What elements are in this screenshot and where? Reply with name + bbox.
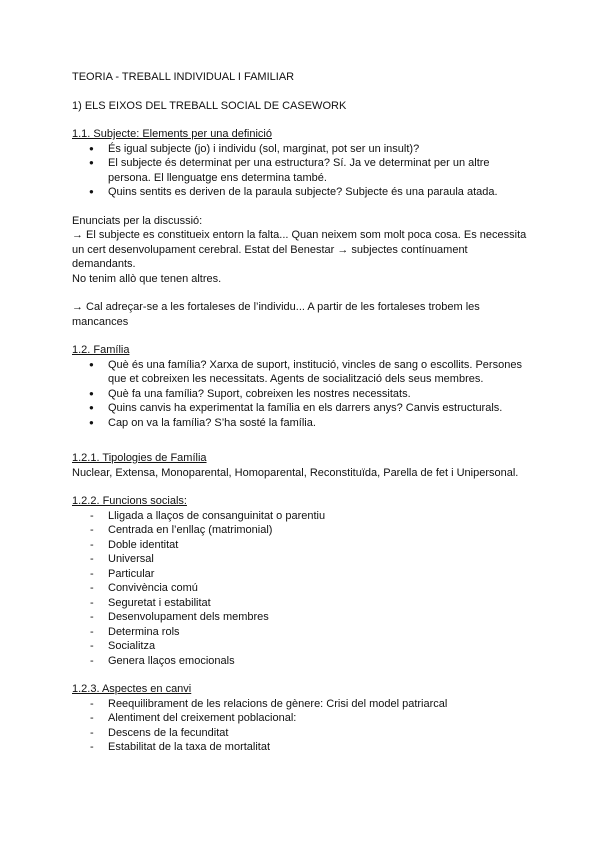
list-item: - Seguretat i estabilitat: [72, 596, 532, 611]
list-item: ● Què fa una família? Suport, cobreixen les nostres necessitats.: [72, 387, 532, 402]
heading-1-2-3: 1.2.3. Aspectes en canvi: [72, 683, 192, 695]
subjecte-questions-list: [72, 142, 532, 200]
list-item: - Particular: [72, 567, 532, 582]
familia-questions-list: [72, 358, 532, 431]
list-item: ● Cap on va la família? S’ha sosté la família.: [72, 416, 532, 431]
list-item: ● Quins canvis ha experimentat la família en els darrers anys? Canvis estructurals.: [72, 401, 532, 416]
section-1-title: 1) ELS EIXOS DEL TREBALL SOCIAL DE CASEWORK: [72, 99, 347, 112]
list-item: - Socialitza: [72, 639, 532, 654]
heading-1-1: 1.1. Subjecte: Elements per una definició: [72, 128, 272, 140]
list-item: ● Què és una família? Xarxa de suport, institució, vincles de sang o escollits. Persones que et cobreixen les necessitats. Agents de socialització dels seus membres.: [72, 358, 532, 387]
heading-1-2: 1.2. Família: [72, 344, 130, 356]
tipologies-text: Nuclear, Extensa, Monoparental, Homoparental, Reconstituïda, Parella de fet i Unipersonal.: [72, 466, 519, 479]
enunciats-label: Enunciats per la discussió:: [72, 214, 203, 227]
list-item: - Alentiment del creixement poblacional:: [72, 711, 532, 726]
aspectes-canvi-list: [72, 697, 532, 755]
heading-1-2-1: 1.2.1. Tipologies de Família: [72, 452, 207, 464]
list-item: - Estabilitat de la taxa de mortalitat: [72, 740, 532, 755]
list-item: ● És igual subjecte (jo) i individu (sol, marginat, pot ser un insult)?: [72, 142, 532, 157]
document-title: TEORIA - TREBALL INDIVIDUAL I FAMILIAR: [72, 71, 295, 83]
list-item: - Descens de la fecunditat: [72, 726, 532, 741]
list-item: - Genera llaços emocionals: [72, 654, 532, 669]
list-item: - Determina rols: [72, 625, 532, 640]
enunciat-paragraph: → El subjecte es constitueix entorn la falta... Quan neixem som molt poca cosa. Es necessita un cert desenvolupament cerebral. Estat del Benestar → subjectes contínuament demandants.: [72, 229, 527, 270]
list-item: - Convivència comú: [72, 581, 532, 596]
list-item: - Universal: [72, 552, 532, 567]
list-item: - Doble identitat: [72, 538, 532, 553]
heading-1-2-2: 1.2.2. Funcions socials:: [72, 495, 187, 507]
document-body: [72, 70, 532, 755]
funcions-socials-list: [72, 509, 532, 669]
list-item: - Reequilibrament de les relacions de gènere: Crisi del model patriarcal: [72, 697, 532, 712]
enunciat-paragraph: No tenim allò que tenen altres.: [72, 272, 222, 285]
conclusion-paragraph: → Cal adreçar-se a les fortaleses de l’individu... A partir de les fortaleses trobem les mancances: [72, 301, 480, 328]
list-item: - Centrada en l’enllaç (matrimonial): [72, 523, 532, 538]
list-item: - Lligada a llaços de consanguinitat o parentiu: [72, 509, 532, 524]
list-item: - Desenvolupament dels membres: [72, 610, 532, 625]
list-item: ● El subjecte és determinat per una estructura? Sí. Ja ve determinat per un altre persona. El llenguatge ens determina també.: [72, 156, 532, 185]
list-item: ● Quins sentits es deriven de la paraula subjecte? Subjecte és una paraula atada.: [72, 185, 532, 200]
